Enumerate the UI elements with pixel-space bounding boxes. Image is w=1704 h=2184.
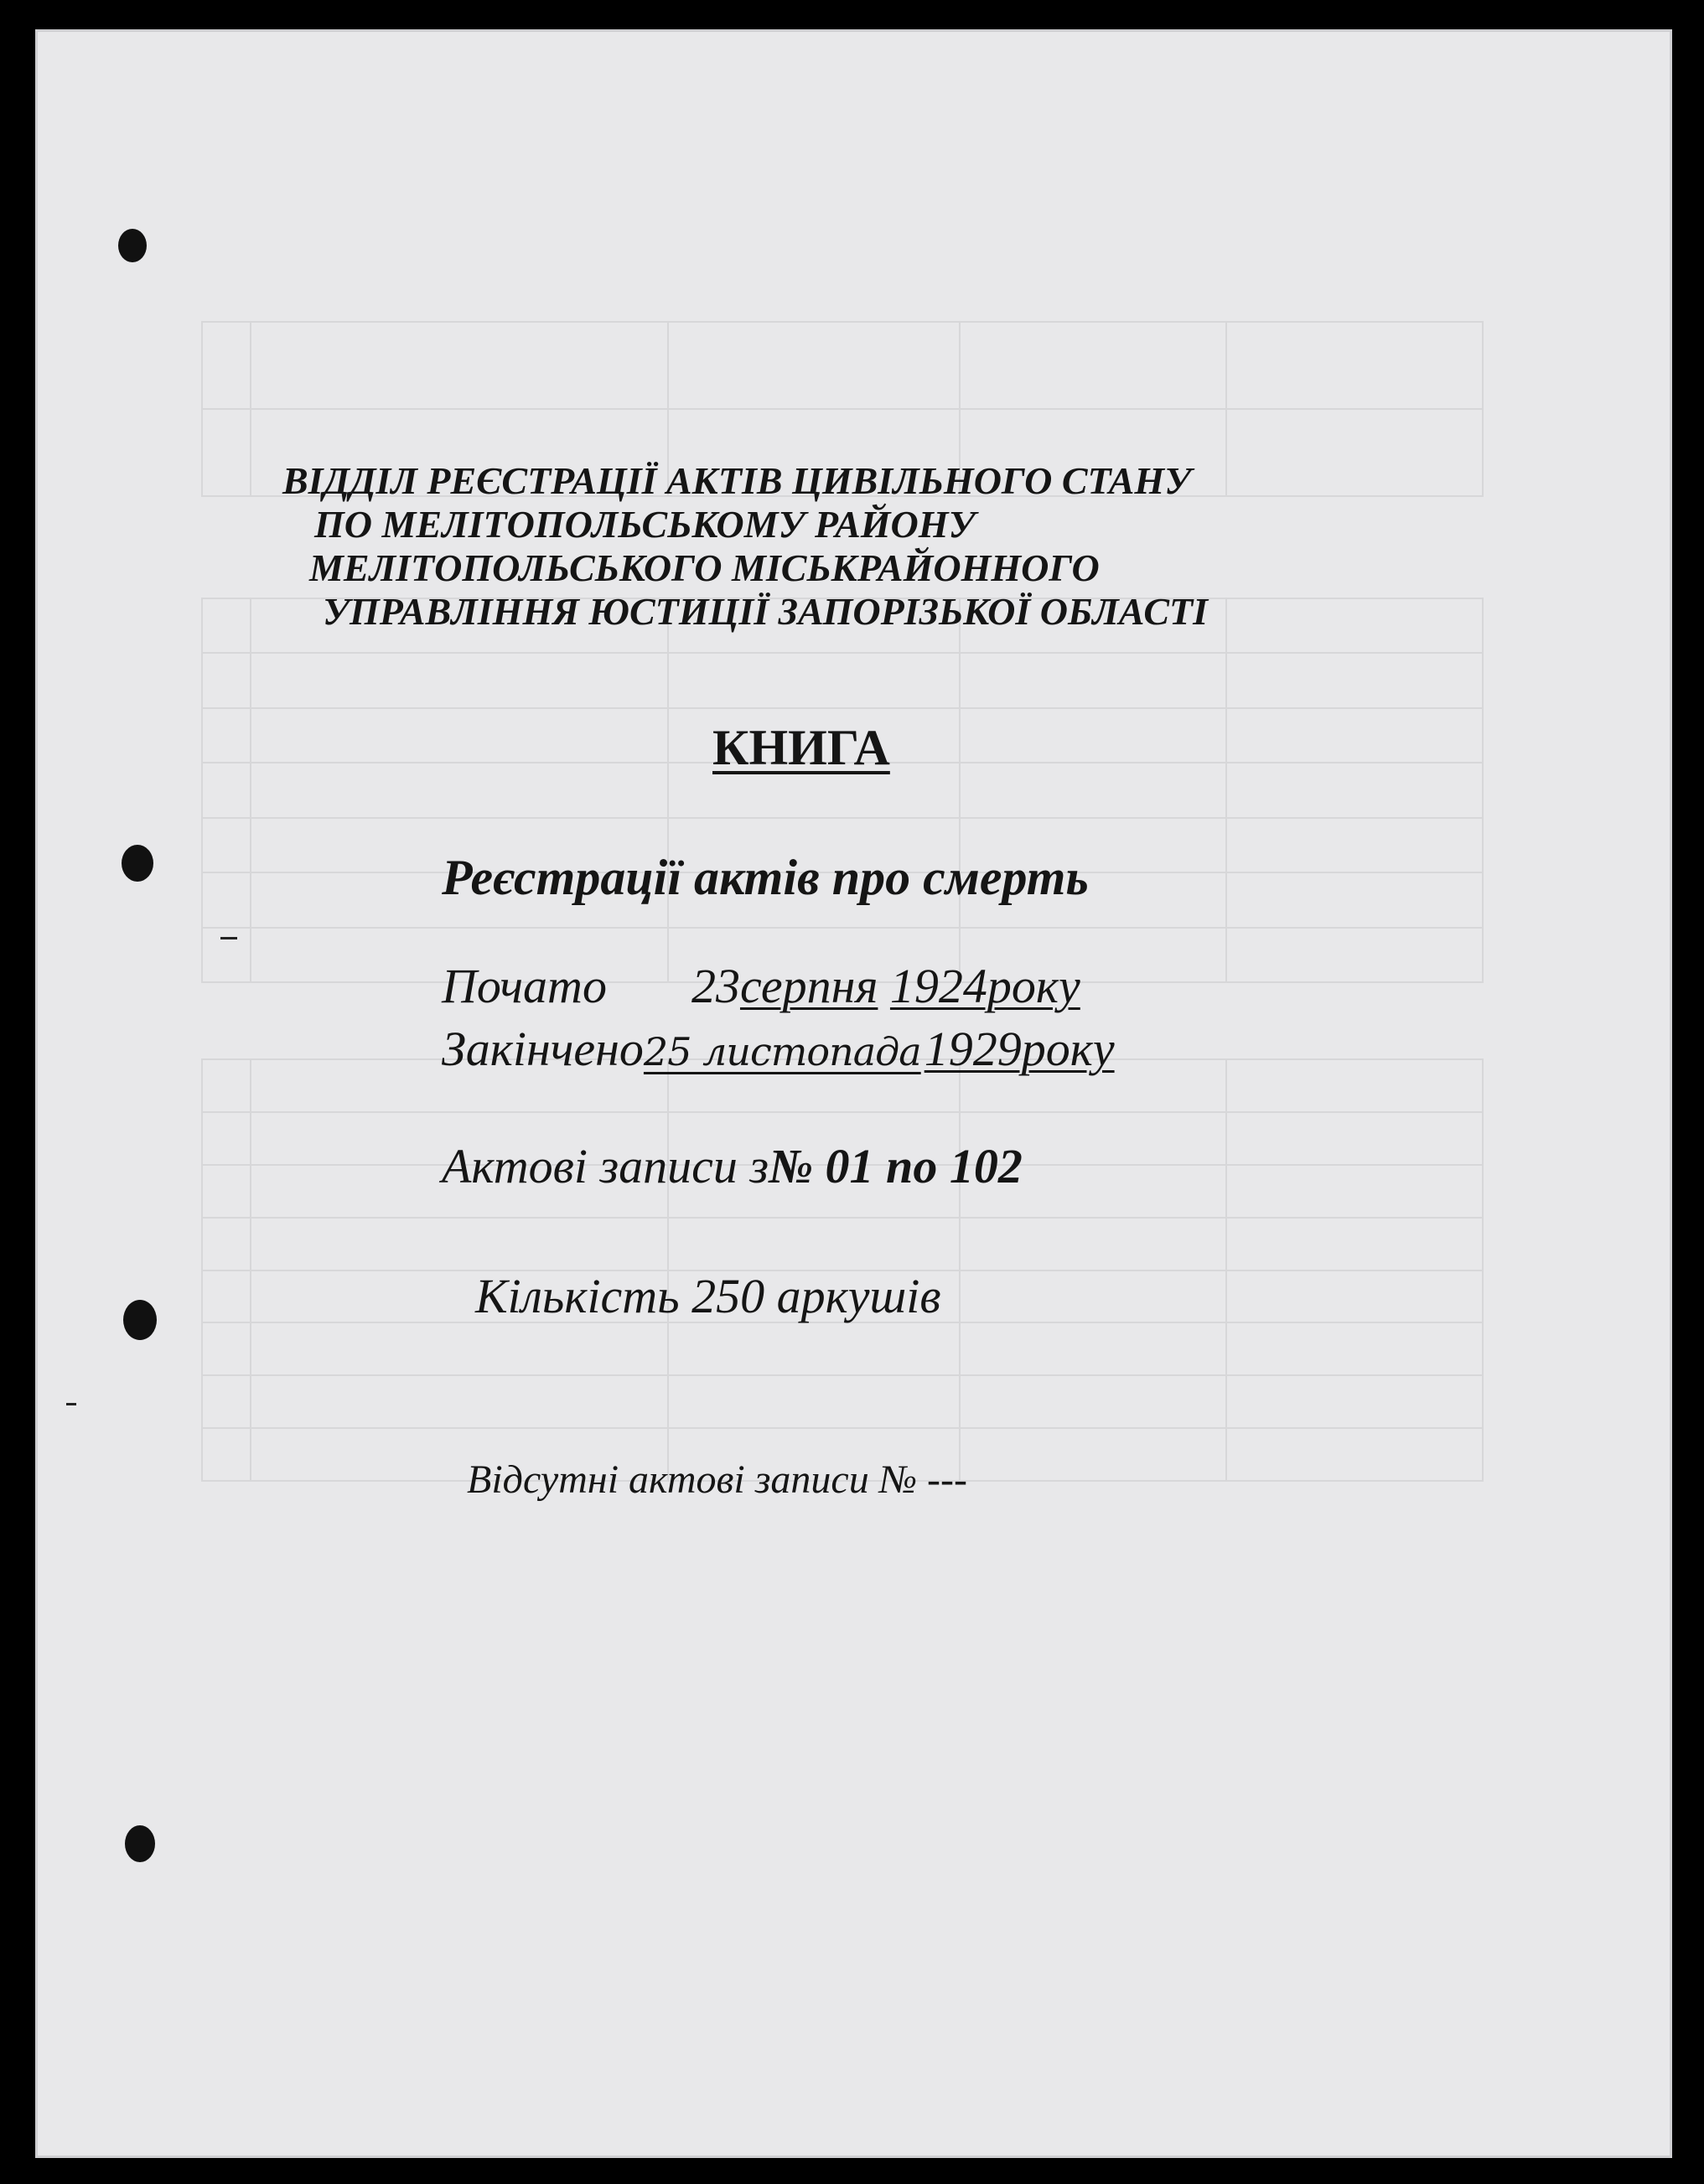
header-line-1: ВІДДІЛ РЕЄСТРАЦІЇ АКТІВ ЦИВІЛЬНОГО СТАНУ [282,459,1192,502]
scan-speck [220,937,237,939]
started-line [442,958,1080,1014]
missing-records: Відсутні актові записи № --- [467,1457,967,1502]
sheet-count: Кількість 250 аркушів [475,1269,941,1323]
started-label: Почато [442,959,607,1013]
punch-hole-3 [123,1300,157,1340]
punch-hole-1 [118,229,147,262]
header-line-3: МЕЛІТОПОЛЬСЬКОГО МІСЬКРАЙОННОГО [309,546,1100,589]
header-line-2: ПО МЕЛІТОПОЛЬСЬКОМУ РАЙОНУ [314,503,976,546]
started-day: 23 [691,959,740,1013]
scan-speck [66,1403,76,1405]
header-line-4: УПРАВЛІННЯ ЮСТИЦІЇ ЗАПОРІЗЬКОЇ ОБЛАСТІ [323,590,1209,633]
records-range: № 01 по 102 [768,1139,1023,1193]
book-title: КНИГА [712,720,890,775]
started-month: серпня [739,959,878,1013]
document-page [35,29,1672,2158]
finished-label: Закінчено [442,1022,644,1076]
finished-line [442,1021,1115,1077]
records-line [442,1138,1023,1194]
finished-year: 1929року [924,1022,1115,1076]
records-prefix: Актові записи з [442,1139,769,1193]
punch-hole-4 [125,1825,155,1862]
finished-handwritten-date: 25 листопада [643,1029,921,1074]
bleed-through-table-middle [201,598,1484,983]
started-year: 1924року [889,959,1080,1013]
institution-header [282,459,1372,634]
punch-hole-2 [122,845,153,882]
book-subtitle: Реєстрації актів про смерть [442,850,1089,905]
